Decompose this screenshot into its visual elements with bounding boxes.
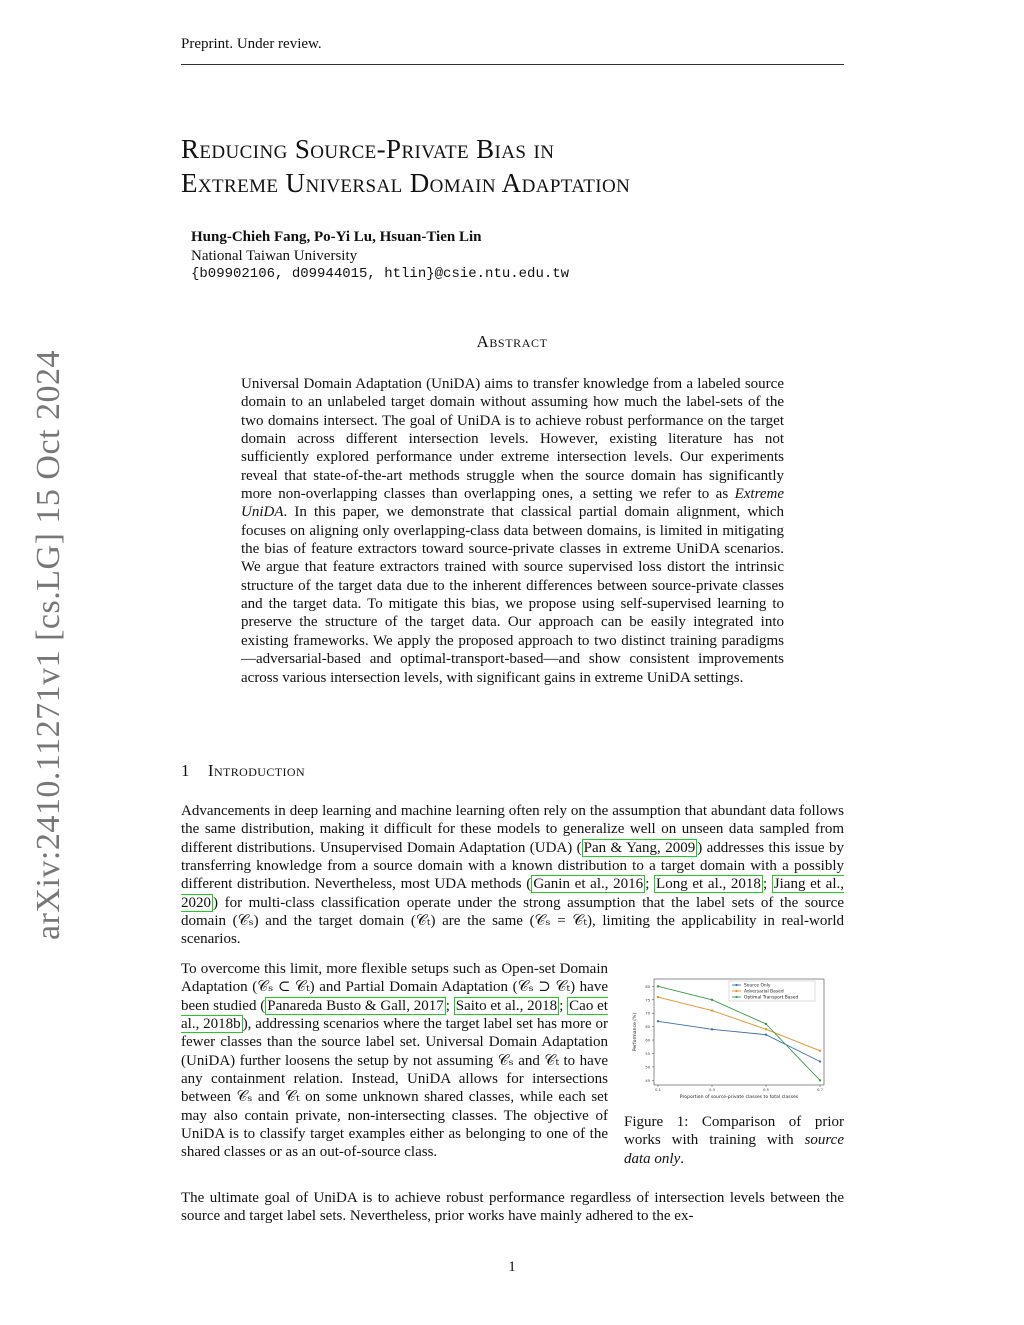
data-point: [819, 1079, 821, 1081]
citation-link[interactable]: Saito et al., 2018: [455, 997, 558, 1014]
abstract-emphasis: Extreme UniDA: [241, 486, 784, 521]
data-point: [657, 985, 659, 987]
text-run: ) for multi-class classification operate under the strong assumption that the label sets of the source domain (𝒞ₛ) and the target domain (𝒞ₜ) are the same (𝒞ₛ = 𝒞ₜ), limiting the applicability in real-world scenarios.: [181, 894, 844, 948]
x-tick-label: 0.3: [709, 1088, 715, 1092]
data-point: [765, 1023, 767, 1025]
running-head: Preprint. Under review.: [181, 36, 322, 52]
y-tick-label: 70: [645, 1011, 650, 1016]
text-run: Advancements in deep learning and machine learning often rely on the assumption that abundant data follows the same distribution, making it difficult for these models to generalize well on unseen data sampled from different distributions. Unsupervised Domain Adaptation (UDA) (: [181, 803, 844, 856]
legend-label: Adversarial Based: [744, 989, 784, 995]
figure-1-caption: [624, 1113, 844, 1168]
legend-label: Optimal Transport Based: [744, 995, 799, 1001]
y-axis-label: Performance (%): [633, 1012, 638, 1052]
arxiv-identifier: arXiv:2410.11271v1 [cs.LG] 15 Oct 2024: [30, 350, 67, 940]
legend-marker: [735, 996, 737, 998]
intro-paragraph-3: The ultimate goal of UniDA is to achieve robust performance regardless of intersection levels between the source and target label sets. Nevertheless, prior works have mainly adhered to the ex-: [181, 1190, 844, 1225]
y-tick-label: 60: [645, 1038, 650, 1043]
citation-link[interactable]: Cao et al., 2018b: [181, 997, 608, 1033]
y-tick-label: 50: [645, 1065, 650, 1070]
data-point: [657, 1020, 659, 1022]
title-line-2: Extreme Universal Domain Adaptation: [181, 168, 631, 198]
legend-marker: [735, 984, 737, 986]
data-point: [819, 1060, 821, 1062]
data-point: [765, 1033, 767, 1035]
abstract-part-b: . In this paper, we demonstrate that classical partial domain alignment, which focuses on aligning only overlapping-class data between domains, is limited in mitigating the bias of feature extractors toward source-private classes in extreme UniDA scenarios. We argue that feature extractors trained with source supervised loss distort the intrinsic structure of the target data due to the inherent differences between source-private classes and the target data. To mitigate this bias, we propose using self-supervised learning to preserve the structure of the target data. Our approach can be easily integrated into existing frameworks. We apply the proposed approach to two distinct training paradigms—adversarial-based and optimal-transport-based—and show consistent improvements across various intersection levels, with significant gains in extreme UniDA settings.: [241, 504, 784, 686]
section-title: Introduction: [207, 761, 306, 780]
section-number: 1: [181, 761, 190, 780]
intro-paragraph-2: [181, 960, 608, 1162]
header-rule: [181, 64, 844, 65]
author-emails: {b09902106, d09944015, htlin}@csie.ntu.edu.tw: [191, 266, 570, 282]
citation-link[interactable]: Pan & Yang, 2009: [583, 839, 696, 856]
separator: ;: [445, 997, 454, 1014]
citation-link[interactable]: Long et al., 2018: [656, 876, 761, 893]
y-tick-label: 65: [645, 1025, 650, 1030]
caption-end: .: [680, 1150, 684, 1167]
abstract-heading: Abstract: [476, 332, 548, 351]
data-point: [657, 996, 659, 998]
data-point: [765, 1028, 767, 1030]
text-run: ), addressing scenarios where the target label set has more or fewer classes than the source label set. Universal Domain Adaptation (UniDA) further loosens the setup by not assuming 𝒞ₛ and 𝒞ₜ to have any containment relation. Instead, UniDA allows for intersections between 𝒞ₛ and 𝒞ₜ on some unknown shared classes, while each set may also contain private, non-intersecting classes. The objective of UniDA is to classify target examples either as belonging to one of the shared classes or as an out-of-source class.: [181, 1016, 608, 1161]
text-run: To overcome this limit, more flexible setups such as Open-set Domain Adaptation (𝒞ₛ ⊂ 𝒞ₜ) and Partial Domain Adaptation (𝒞ₛ ⊃ 𝒞ₜ) have been studied (: [181, 961, 608, 1014]
data-point: [711, 1028, 713, 1030]
separator: ;: [645, 876, 655, 893]
x-tick-label: 0.1: [655, 1088, 661, 1092]
page-number: 1: [508, 1259, 516, 1275]
citation-link[interactable]: Panareda Busto & Gall, 2017: [267, 997, 444, 1014]
y-tick-label: 80: [645, 984, 650, 989]
data-point: [711, 1009, 713, 1011]
author-names: Hung-Chieh Fang, Po-Yi Lu, Hsuan-Tien Lin: [191, 229, 482, 245]
citation-link[interactable]: Ganin et al., 2016: [533, 876, 644, 893]
legend-label: Source Only: [744, 983, 771, 989]
caption-text: Figure 1: Comparison of prior works with training with: [624, 1114, 844, 1149]
data-point: [819, 1050, 821, 1052]
abstract-text: [241, 375, 784, 687]
paper-title: [181, 132, 630, 200]
author-block: [191, 228, 569, 284]
text-run: ) addresses this issue by transferring knowledge from a source domain with a known distribution to a target domain with a possibly different distribution. Nevertheless, most UDA methods (: [181, 839, 844, 893]
x-axis-label: Proportion of source-private classes to total classes: [679, 1095, 799, 1100]
y-tick-label: 55: [645, 1051, 650, 1056]
title-line-1: Reducing Source-Private Bias in: [181, 134, 555, 164]
x-tick-label: 0.5: [763, 1088, 769, 1092]
caption-emphasis: source data only: [624, 1132, 844, 1167]
separator: ;: [762, 876, 772, 893]
abstract-part-a: Universal Domain Adaptation (UniDA) aims to transfer knowledge from a labeled source domain to an unlabeled target domain without assuming how much the label-sets of the two domains intersect. The goal of UniDA is to achieve robust performance on the target domain across different intersection levels. However, existing literature has not sufficiently explored performance under extreme intersection levels. Our experiments reveal that state-of-the-art methods struggle when the source domain has significantly more non-overlapping classes than overlapping ones, a setting we refer to as: [241, 376, 784, 503]
figure-1-chart: [624, 975, 844, 1103]
citation-link[interactable]: Jiang et al., 2020: [181, 876, 844, 911]
section-heading: [181, 761, 305, 781]
intro-paragraph-1: [181, 802, 844, 949]
data-point: [711, 999, 713, 1001]
x-tick-label: 0.7: [817, 1088, 823, 1092]
y-tick-label: 75: [645, 998, 650, 1003]
y-tick-label: 45: [645, 1078, 650, 1083]
legend-marker: [735, 990, 737, 992]
separator: ;: [559, 997, 568, 1014]
series-line: [658, 997, 820, 1051]
affiliation: National Taiwan University: [191, 247, 358, 264]
